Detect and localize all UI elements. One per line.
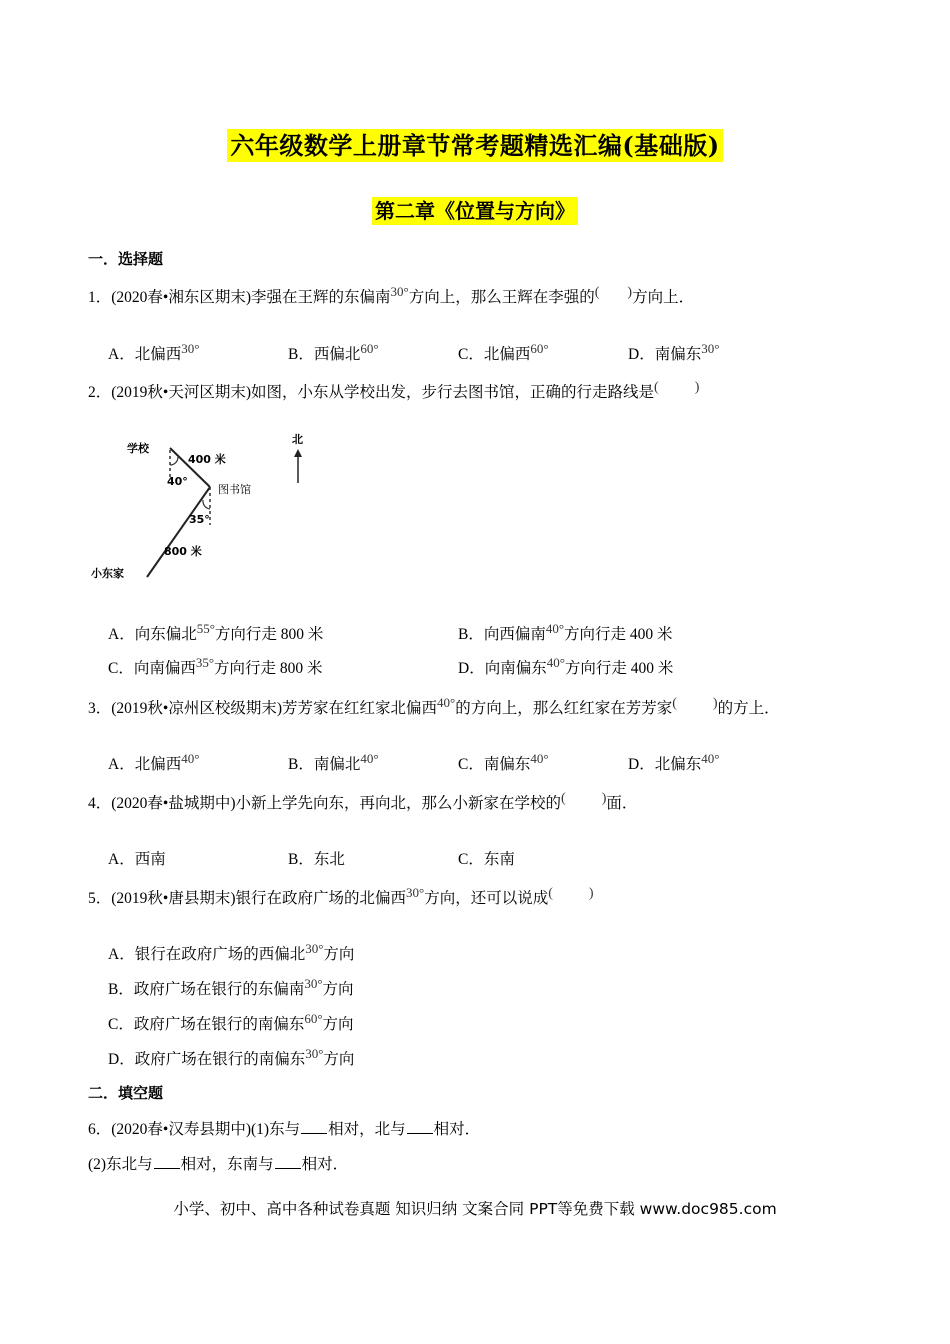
option-degree: 40° [530,751,549,766]
q6-blank-1[interactable] [301,1119,327,1134]
option-degree: 30° [305,941,324,956]
option-label: C．北偏西 [458,346,531,363]
option-label: C．向南偏西 [108,660,196,677]
option-degree: 40° [701,751,720,766]
q5-option-b[interactable] [108,977,354,999]
q6-blank-4[interactable] [275,1154,301,1169]
q1-option-c[interactable] [458,342,549,364]
option-text: 方向行走 400 米 [564,660,674,677]
option-degree: 60° [530,341,549,356]
option-label: B．西偏北 [288,346,361,363]
q5-option-a[interactable] [108,942,354,964]
question-6-line-1 [88,1117,480,1139]
q5-degree: 30° [406,885,425,900]
q1-text-post: 方向上． [632,289,695,306]
q5-text: 5．(2019秋•唐县期末)银行在政府广场的北偏西 [88,890,407,907]
q1-text: 1．(2020春•湘东区期末)李强在王辉的东偏南 [88,289,391,306]
option-label: D．政府广场在银行的南偏东 [108,1051,306,1068]
q3-degree: 40° [437,695,456,710]
q2-option-b[interactable] [458,622,673,644]
q3-text-mid: 的方向上，那么红红家在芳芳家 [455,700,673,717]
q3-paren-open: ( [672,696,677,711]
page-title [0,126,950,161]
chapter-title [0,195,950,224]
option-degree: 30° [305,1046,324,1061]
question-6-line-2 [88,1152,348,1174]
distance-label-2: 800 米 [164,545,202,558]
route-map-figure [85,425,325,590]
question-3 [88,696,780,718]
q1-option-a[interactable] [108,342,199,364]
option-degree: 60° [304,1011,323,1026]
q1-option-b[interactable] [288,342,379,364]
angle-label-2: 35° [189,513,210,526]
angle-arc-school [170,457,178,465]
option-label: D．向南偏东 [458,660,547,677]
option-degree: 40° [360,751,379,766]
q6-text-d: (2)东北与 [88,1156,153,1173]
option-text: 方向 [323,946,355,963]
q2-option-c[interactable] [108,656,323,678]
question-5 [88,886,594,908]
route-segment-library-home [147,487,210,577]
option-label: B．东北 [288,851,345,868]
q3-option-b[interactable] [288,752,379,774]
option-degree: 55° [196,621,215,636]
q1-text-mid: 方向上，那么王辉在李强的 [408,289,595,306]
q3-paren-close: ) [712,696,718,711]
option-label: A．西南 [108,851,166,868]
section-heading-fill: 二．填空题 [88,1086,164,1102]
q1-option-d[interactable] [628,342,719,364]
q5-option-d[interactable] [108,1047,354,1069]
home-label: 小东家 [91,567,124,580]
option-degree: 35° [195,655,215,670]
angle-label-1: 40° [167,475,188,488]
q3-text-post: 的方上． [717,700,780,717]
option-degree: 40° [545,621,565,636]
option-text: 方向 [323,1051,355,1068]
option-label: C．东南 [458,851,515,868]
q2-paren-open: ( [654,380,659,395]
option-degree: 60° [360,341,379,356]
option-label: A．北偏西 [108,756,182,773]
q4-option-b[interactable] [288,847,345,869]
q5-paren-open: ( [548,886,553,901]
q2-option-d[interactable] [458,656,673,678]
option-text: 方向 [322,1016,354,1033]
option-label: C．政府广场在银行的南偏东 [108,1016,305,1033]
option-text: 方向 [322,981,354,998]
option-label: A．银行在政府广场的西偏北 [108,946,306,963]
option-label: B．政府广场在银行的东偏南 [108,981,305,998]
footer-text: 小学、初中、高中各种试卷真题 知识归纳 文案合同 PPT等免费下载 www.doc985.com [173,1200,777,1218]
question-1 [88,285,694,307]
section-heading-choice: 一．选择题 [88,252,164,268]
option-text: 方向行走 800 米 [214,660,323,677]
q6-text-c: 相对． [433,1121,481,1138]
option-label: A．向东偏北 [108,626,197,643]
q3-option-a[interactable] [108,752,199,774]
question-2 [88,380,699,402]
option-label: C．南偏东 [458,756,531,773]
option-degree: 40° [181,751,200,766]
q6-text-f: 相对． [301,1156,349,1173]
q6-text-b: 相对，北与 [328,1121,406,1138]
option-label: D．北偏东 [628,756,702,773]
option-degree: 30° [304,976,323,991]
q4-paren-close: ) [601,791,607,806]
distance-label-1: 400 米 [188,453,226,466]
q6-blank-2[interactable] [407,1119,433,1134]
school-label: 学校 [127,442,149,455]
page-title-text: 六年级数学上册章节常考题精选汇编(基础版) [227,129,722,162]
north-label: 北 [292,433,303,446]
north-arrow-icon [294,449,302,457]
option-degree: 30° [701,341,720,356]
option-degree: 40° [546,655,565,670]
option-label: B．南偏北 [288,756,361,773]
q3-option-d[interactable] [628,752,719,774]
q1-degree: 30° [390,284,409,299]
angle-arc-library [203,500,210,509]
option-text: 方向行走 800 米 [214,626,324,643]
q3-option-c[interactable] [458,752,549,774]
q2-paren-close: ) [694,380,700,395]
q4-option-c[interactable] [458,847,515,869]
q5-option-c[interactable] [108,1012,354,1034]
q2-text: 2．(2019秋•天河区期末)如图，小东从学校出发，步行去图书馆，正确的行走路线是 [88,384,655,401]
q4-text: 4．(2020春•盐城期中)小新上学先向东，再向北，那么小新家在学校的 [88,795,562,812]
q4-paren-open: ( [561,791,566,806]
q5-paren-close: ) [588,886,594,901]
option-label: A．北偏西 [108,346,182,363]
q6-blank-3[interactable] [154,1154,180,1169]
q4-text-post: 面． [606,795,638,812]
q6-text-a: 6．(2020春•汉寿县期中)(1)东与 [88,1121,301,1138]
chapter-title-text: 第二章《位置与方向》 [372,197,578,225]
option-label: B．向西偏南 [458,626,546,643]
q4-option-a[interactable] [108,847,166,869]
option-text: 方向行走 400 米 [564,626,673,643]
q1-paren-close: ) [627,285,633,300]
q5-text-mid: 方向，还可以说成 [424,890,549,907]
library-label: 图书馆 [218,483,251,496]
question-4 [88,791,637,813]
q3-text: 3．(2019秋•凉州区校级期末)芳芳家在红红家北偏西 [88,700,438,717]
option-label: D．南偏东 [628,346,702,363]
q6-text-e: 相对，东南与 [180,1156,274,1173]
q2-option-a[interactable] [108,622,323,644]
option-degree: 30° [181,341,200,356]
q1-paren-open: ( [594,285,600,300]
